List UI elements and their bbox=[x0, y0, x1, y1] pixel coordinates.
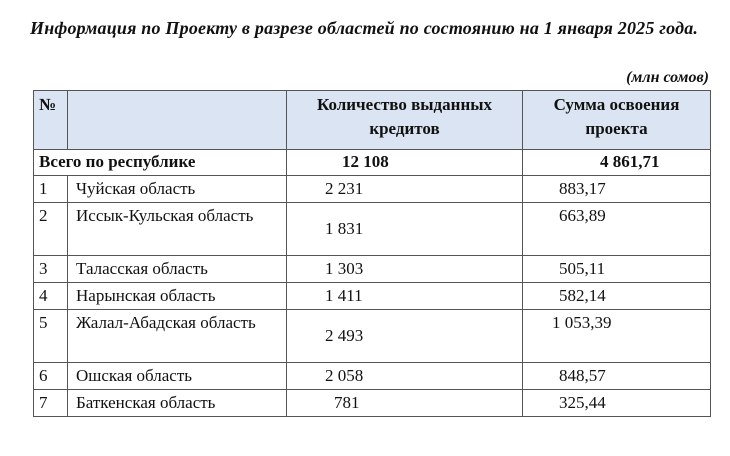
row-number: 6 bbox=[34, 363, 68, 390]
row-credits: 2 493 bbox=[287, 310, 523, 363]
row-sum: 663,89 bbox=[523, 203, 711, 256]
row-credits: 1 411 bbox=[287, 283, 523, 310]
row-region: Баткенская область bbox=[68, 390, 287, 417]
total-credits: 12 108 bbox=[287, 150, 523, 176]
table-row bbox=[34, 256, 711, 283]
row-credits: 2 058 bbox=[287, 363, 523, 390]
header-region bbox=[68, 91, 287, 150]
header-sum: Сумма освоения проекта bbox=[523, 91, 711, 150]
row-number: 1 bbox=[34, 176, 68, 203]
table-row bbox=[34, 203, 711, 256]
row-sum: 883,17 bbox=[523, 176, 711, 203]
row-sum: 325,44 bbox=[523, 390, 711, 417]
table-row bbox=[34, 363, 711, 390]
table-row bbox=[34, 390, 711, 417]
document-title: Информация по Проекту в разрезе областей по состоянию на 1 января 2025 года. bbox=[30, 18, 699, 38]
row-region: Чуйская область bbox=[68, 176, 287, 203]
row-credits: 781 bbox=[287, 390, 523, 417]
row-credits: 1 831 bbox=[287, 203, 523, 256]
total-label: Всего по республике bbox=[34, 150, 287, 176]
row-sum: 505,11 bbox=[523, 256, 711, 283]
table-row bbox=[34, 176, 711, 203]
row-region: Жалал-Абадская область bbox=[68, 310, 287, 363]
unit-label: (млн сомов) bbox=[626, 69, 709, 86]
total-sum: 4 861,71 bbox=[523, 150, 711, 176]
total-row bbox=[34, 150, 711, 176]
row-region: Иссык-Кульская область bbox=[68, 203, 287, 256]
row-region: Таласская область bbox=[68, 256, 287, 283]
header-number: № bbox=[34, 91, 68, 150]
row-number: 4 bbox=[34, 283, 68, 310]
row-number: 5 bbox=[34, 310, 68, 363]
table-row bbox=[34, 283, 711, 310]
row-number: 7 bbox=[34, 390, 68, 417]
table-header-row bbox=[34, 91, 711, 150]
row-region: Нарынская область bbox=[68, 283, 287, 310]
table-row bbox=[34, 310, 711, 363]
row-region: Ошская область bbox=[68, 363, 287, 390]
header-credits: Количество выданных кредитов bbox=[287, 91, 523, 150]
row-number: 3 bbox=[34, 256, 68, 283]
regions-table bbox=[33, 90, 711, 417]
row-credits: 2 231 bbox=[287, 176, 523, 203]
row-credits: 1 303 bbox=[287, 256, 523, 283]
row-sum: 582,14 bbox=[523, 283, 711, 310]
row-number: 2 bbox=[34, 203, 68, 256]
row-sum: 848,57 bbox=[523, 363, 711, 390]
row-sum: 1 053,39 bbox=[523, 310, 711, 363]
